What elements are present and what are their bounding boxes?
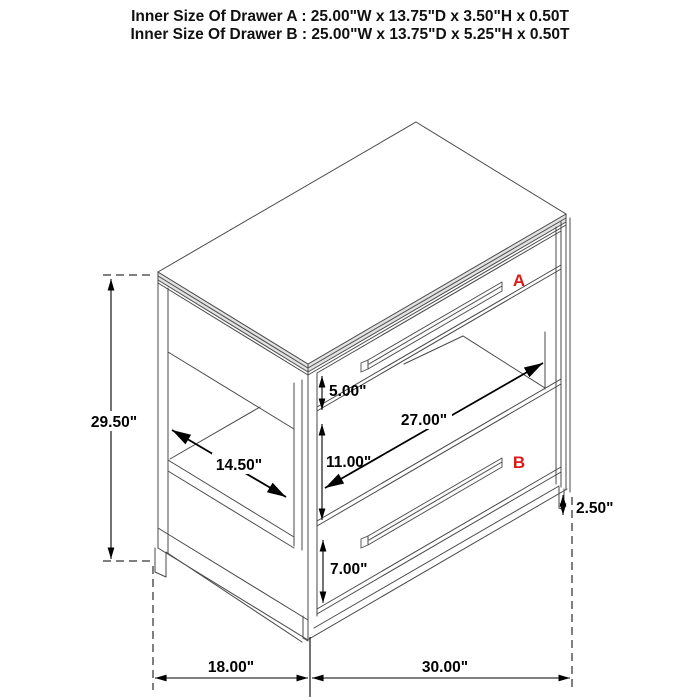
overall-depth-label: 18.00"	[207, 659, 255, 676]
shelf-width-label: 27.00"	[400, 412, 448, 429]
dimension-annotations	[87, 275, 614, 697]
drawer-a-top-edge	[317, 231, 561, 373]
drawer-a-height-label: 5.00"	[329, 383, 367, 400]
top-face	[158, 122, 566, 364]
drawer-b-letter: B	[512, 453, 526, 472]
side-bottom-edge	[158, 548, 308, 640]
overall-width-label: 30.00"	[421, 659, 469, 676]
overall-height-label: 29.50"	[90, 414, 138, 431]
base-clearance-label: 2.50"	[576, 500, 614, 517]
side-base-lines	[158, 528, 308, 642]
drawer-b-handle	[361, 458, 502, 548]
shelf-interior-line-side	[170, 407, 260, 459]
header-drawer-a-size: Inner Size Of Drawer A : 25.00"W x 13.75"D x 3.50"H x 0.50T	[131, 8, 569, 25]
top-corner-ticks	[158, 214, 566, 375]
side-front-stile	[294, 380, 302, 550]
shelf-interior-lines-front	[404, 332, 545, 389]
drawer-a-letter: A	[512, 271, 526, 290]
shelf-height-label: 11.00"	[326, 454, 372, 471]
drawer-b-height-label: 7.00"	[330, 561, 368, 578]
drawer-b-bottom-edge	[317, 467, 561, 614]
right-corner-post	[556, 218, 570, 492]
left-corner-post	[158, 283, 168, 553]
side-niche-top-edge	[168, 352, 294, 429]
header-drawer-b-size: Inner Size Of Drawer B : 25.00"W x 13.75"D x 5.25"H x 0.50T	[130, 26, 570, 43]
shelf-depth-label: 14.50"	[215, 457, 263, 474]
